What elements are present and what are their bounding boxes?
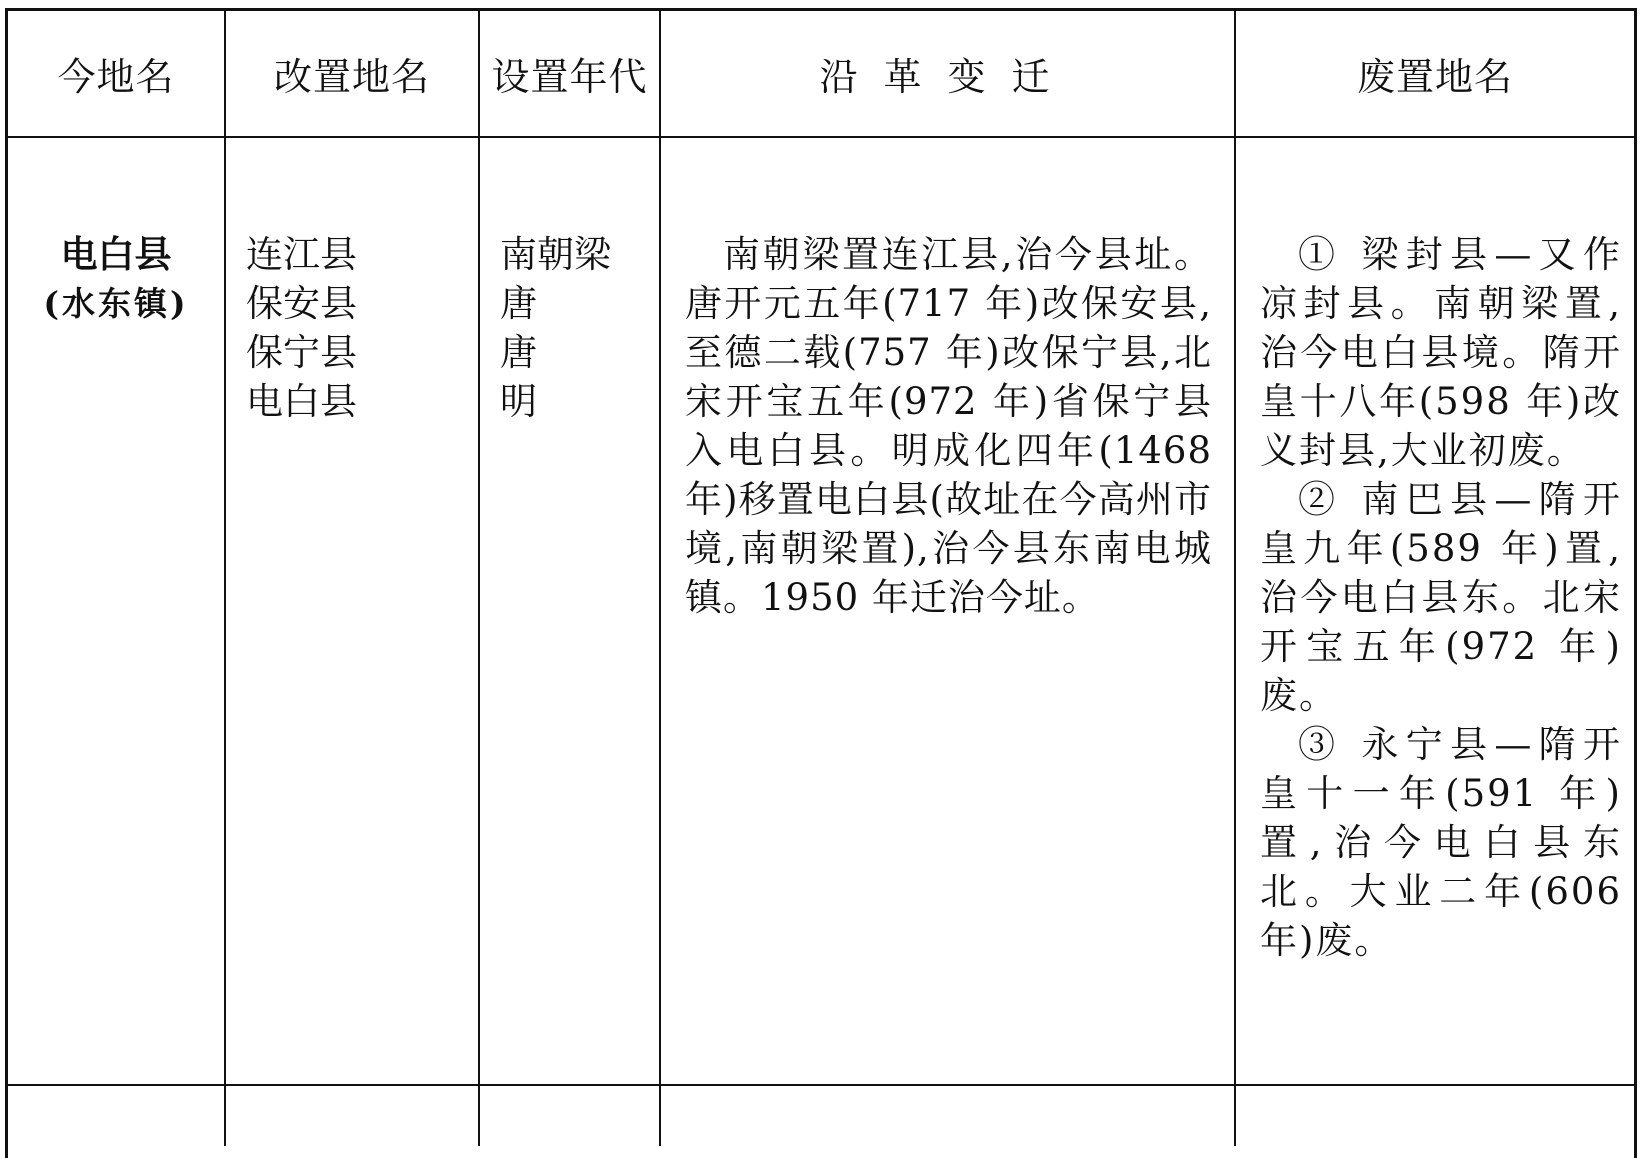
abolished-entry: ① 梁封县—又作凉封县。南朝梁置,治今电白县境。隋开皇十八年(598 年)改义封县,大业初废。: [1260, 233, 1622, 472]
set-era: 唐: [500, 282, 537, 325]
cell-abolished: [1235, 137, 1634, 1085]
renamed-name: 连江县: [246, 233, 357, 276]
today-name-sub: (水东镇): [43, 284, 189, 323]
abolished-entry: ② 南巴县—隋开皇九年(589 年)置,治今电白县东。北宋开宝五年(972 年)废。: [1260, 478, 1622, 717]
gazetteer-table: [8, 11, 1634, 1146]
set-era: 明: [500, 380, 537, 423]
set-era: 唐: [500, 331, 537, 374]
next-row-edge: [8, 1085, 1634, 1146]
set-era: 南朝梁: [500, 233, 611, 276]
cell-set-eras: [479, 137, 660, 1085]
renamed-name: 保宁县: [246, 331, 357, 374]
header-set-era: 设置年代: [479, 11, 660, 137]
header-history: 沿革变迁: [660, 11, 1235, 137]
today-name: 电白县: [60, 232, 172, 276]
header-row: [8, 11, 1634, 137]
abolished-entry: ③ 永宁县—隋开皇十一年(591 年)置,治今电白县东北。大业二年(606 年)废。: [1260, 723, 1622, 962]
renamed-name: 电白县: [246, 380, 357, 423]
cell-renamed-names: [225, 137, 479, 1085]
header-renamed-name: 改置地名: [225, 11, 479, 137]
cell-today-name: [8, 137, 225, 1085]
history-text: 南朝梁置连江县,治今县址。唐开元五年(717 年)改保安县,至德二载(757 年)改保宁县,北宋开宝五年(972 年)省保宁县入电白县。明成化四年(1468 年)移置电白县(故址在今高州市境,南朝梁置),治今县东南电城镇。1950 年迁治今址。: [685, 233, 1212, 619]
header-abolished-name: 废置地名: [1235, 11, 1634, 137]
renamed-name: 保安县: [246, 282, 357, 325]
cell-history: [660, 137, 1235, 1085]
header-today-name: 今地名: [8, 11, 225, 137]
table-row: [8, 137, 1634, 1085]
table-frame: [5, 8, 1637, 1158]
